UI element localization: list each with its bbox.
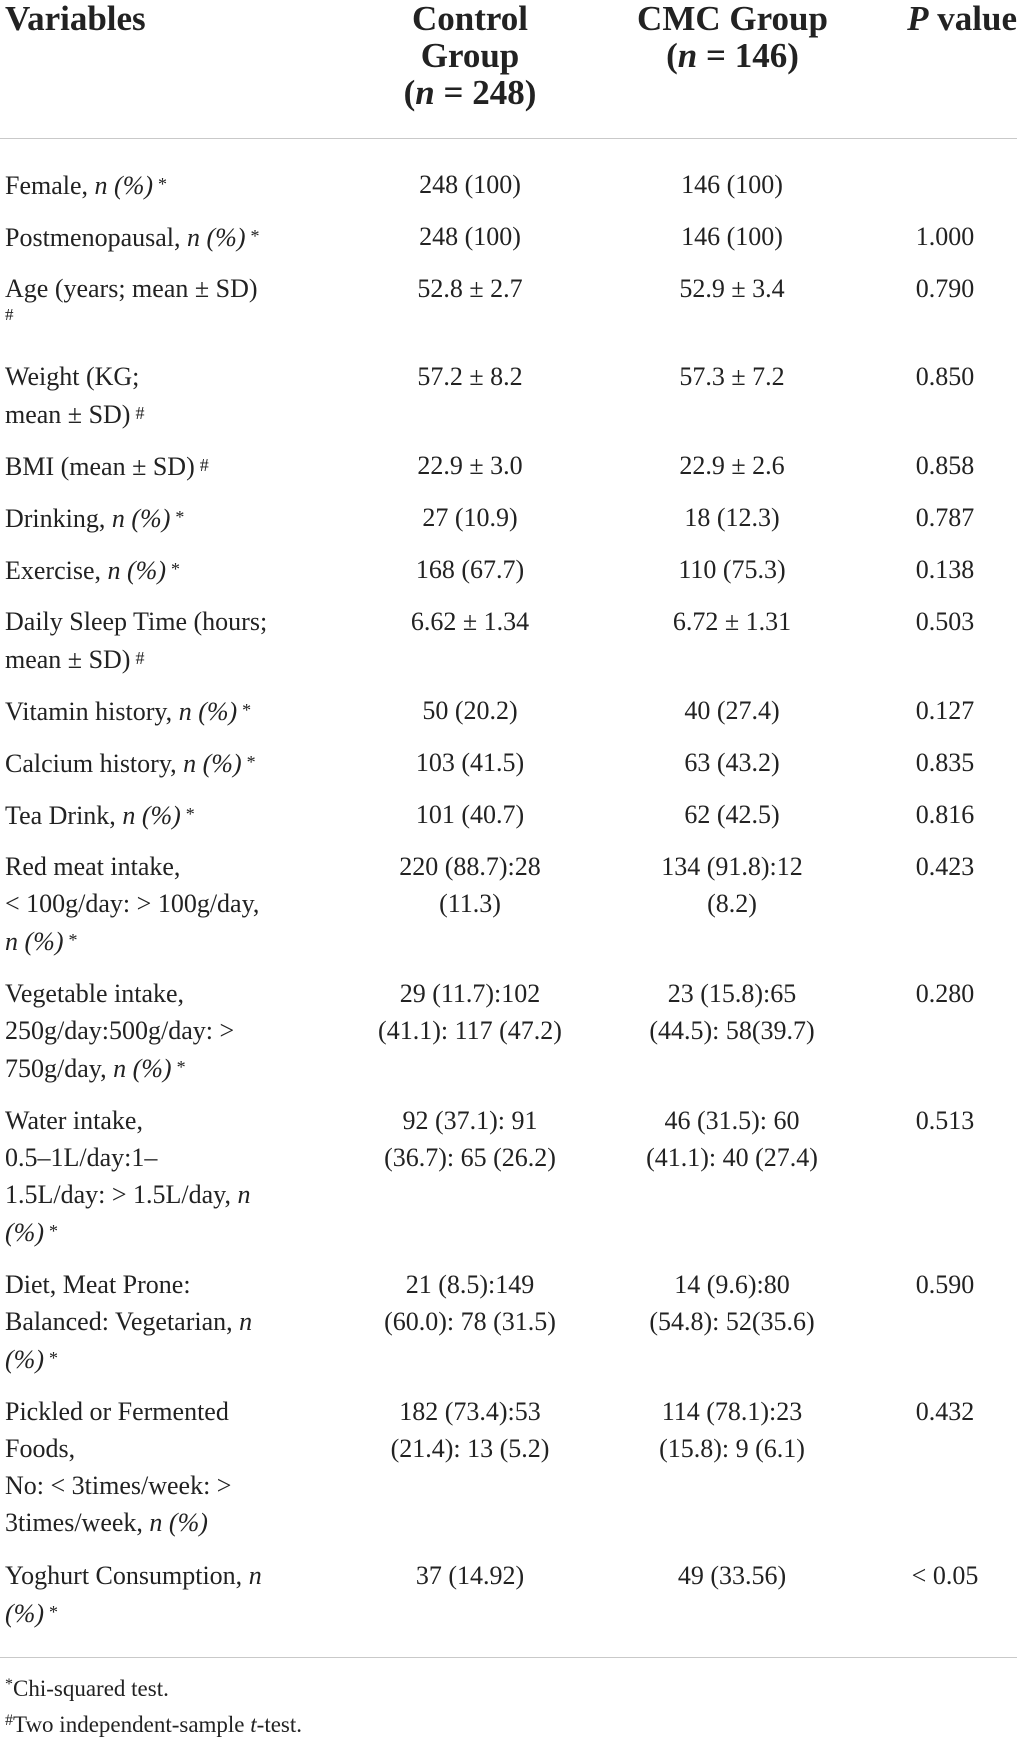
header-variables: Variables [5,0,146,38]
row-label: Drinking, n (%) * [5,504,185,533]
footnote-chi-squared: *Chi-squared test. [5,1676,169,1701]
row-label: Vitamin history, n (%) * [5,697,252,726]
cmc-value: 40 (27.4) [684,696,780,725]
control-value: 29 (11.7):102 (41.1): 117 (47.2) [378,979,562,1045]
control-value: 248 (100) [419,222,521,251]
row-label: Postmenopausal, n (%) * [5,223,260,252]
row-label: Female, n (%) * [5,171,168,200]
p-value: 0.858 [915,451,975,480]
row-label: Age (years; mean ± SD) # [5,274,258,324]
p-value: 0.432 [915,1397,975,1426]
p-value: 0.513 [915,1106,975,1135]
control-value: 22.9 ± 3.0 [417,451,523,480]
control-value: 101 (40.7) [415,800,525,829]
control-value: 27 (10.9) [422,503,518,532]
cmc-value: 49 (33.56) [677,1561,787,1590]
cmc-value: 18 (12.3) [684,503,780,532]
row-label: Daily Sleep Time (hours; mean ± SD) # [5,607,268,674]
cmc-value: 22.9 ± 2.6 [679,451,785,480]
control-value: 182 (73.4):53 (21.4): 13 (5.2) [390,1397,550,1463]
row-label: Diet, Meat Prone: Balanced: Vegetarian, n (%) * [5,1270,253,1374]
p-value: 0.280 [915,979,975,1008]
cmc-value: 114 (78.1):23 (15.8): 9 (6.1) [659,1397,805,1463]
header-p-value: P value [907,0,1017,38]
control-value: 92 (37.1): 91 (36.7): 65 (26.2) [384,1106,556,1172]
control-value: 220 (88.7):28 (11.3) [399,852,541,918]
control-value: 37 (14.92) [415,1561,525,1590]
row-label: Pickled or Fermented Foods, No: < 3times/week: > 3times/week, n (%) [5,1397,232,1537]
footnote-t-test: #Two independent-sample t-test. [5,1712,303,1737]
control-value: 6.62 ± 1.34 [410,607,530,636]
control-value: 21 (8.5):149 (60.0): 78 (31.5) [384,1270,556,1336]
row-label: Red meat intake, < 100g/day: > 100g/day, n (%) * [5,852,260,956]
cmc-value: 52.9 ± 3.4 [679,274,785,303]
p-value: 1.000 [915,222,975,251]
cmc-value: 110 (75.3) [678,555,786,584]
p-value: 0.787 [915,503,975,532]
cmc-value: 46 (31.5): 60 (41.1): 40 (27.4) [646,1106,818,1172]
control-value: 103 (41.5) [415,748,525,777]
cmc-value: 63 (43.2) [684,748,780,777]
row-label: Exercise, n (%) * [5,556,180,585]
p-value: 0.127 [915,696,975,725]
control-value: 52.8 ± 2.7 [417,274,523,303]
cmc-value: 146 (100) [681,170,783,199]
header-cmc-group: CMC Group (n = 146) [637,0,828,75]
header-control-group: Control Group (n = 248) [403,0,537,112]
control-value: 248 (100) [419,170,521,199]
row-label: Yoghurt Consumption, n (%) * [5,1561,262,1628]
row-label: Tea Drink, n (%) * [5,801,195,830]
cmc-value: 14 (9.6):80 (54.8): 52(35.6) [649,1270,815,1336]
cmc-value: 57.3 ± 7.2 [679,362,785,391]
p-value: 0.816 [915,800,975,829]
header-divider [0,138,1017,139]
footer-divider [0,1657,1017,1658]
p-value: 0.503 [915,607,975,636]
row-label: Weight (KG; mean ± SD) # [5,362,145,429]
p-value: 0.835 [915,748,975,777]
control-value: 57.2 ± 8.2 [417,362,523,391]
cmc-value: 62 (42.5) [684,800,780,829]
control-value: 168 (67.7) [415,555,525,584]
cmc-value: 146 (100) [681,222,783,251]
control-value: 50 (20.2) [422,696,518,725]
p-value: 0.790 [915,274,975,303]
row-label: Water intake, 0.5–1L/day:1– 1.5L/day: > 1.5L/day, n (%) * [5,1106,251,1247]
cmc-value: 134 (91.8):12 (8.2) [661,852,803,918]
p-value: 0.138 [915,555,975,584]
row-label: BMI (mean ± SD) # [5,452,209,481]
cmc-value: 23 (15.8):65 (44.5): 58(39.7) [649,979,815,1045]
p-value: 0.590 [915,1270,975,1299]
row-label: Calcium history, n (%) * [5,749,256,778]
p-value: 0.850 [915,362,975,391]
cmc-value: 6.72 ± 1.31 [672,607,792,636]
p-value: 0.423 [915,852,975,881]
p-value: < 0.05 [911,1561,979,1590]
row-label: Vegetable intake, 250g/day:500g/day: > 750g/day, n (%) * [5,979,235,1083]
